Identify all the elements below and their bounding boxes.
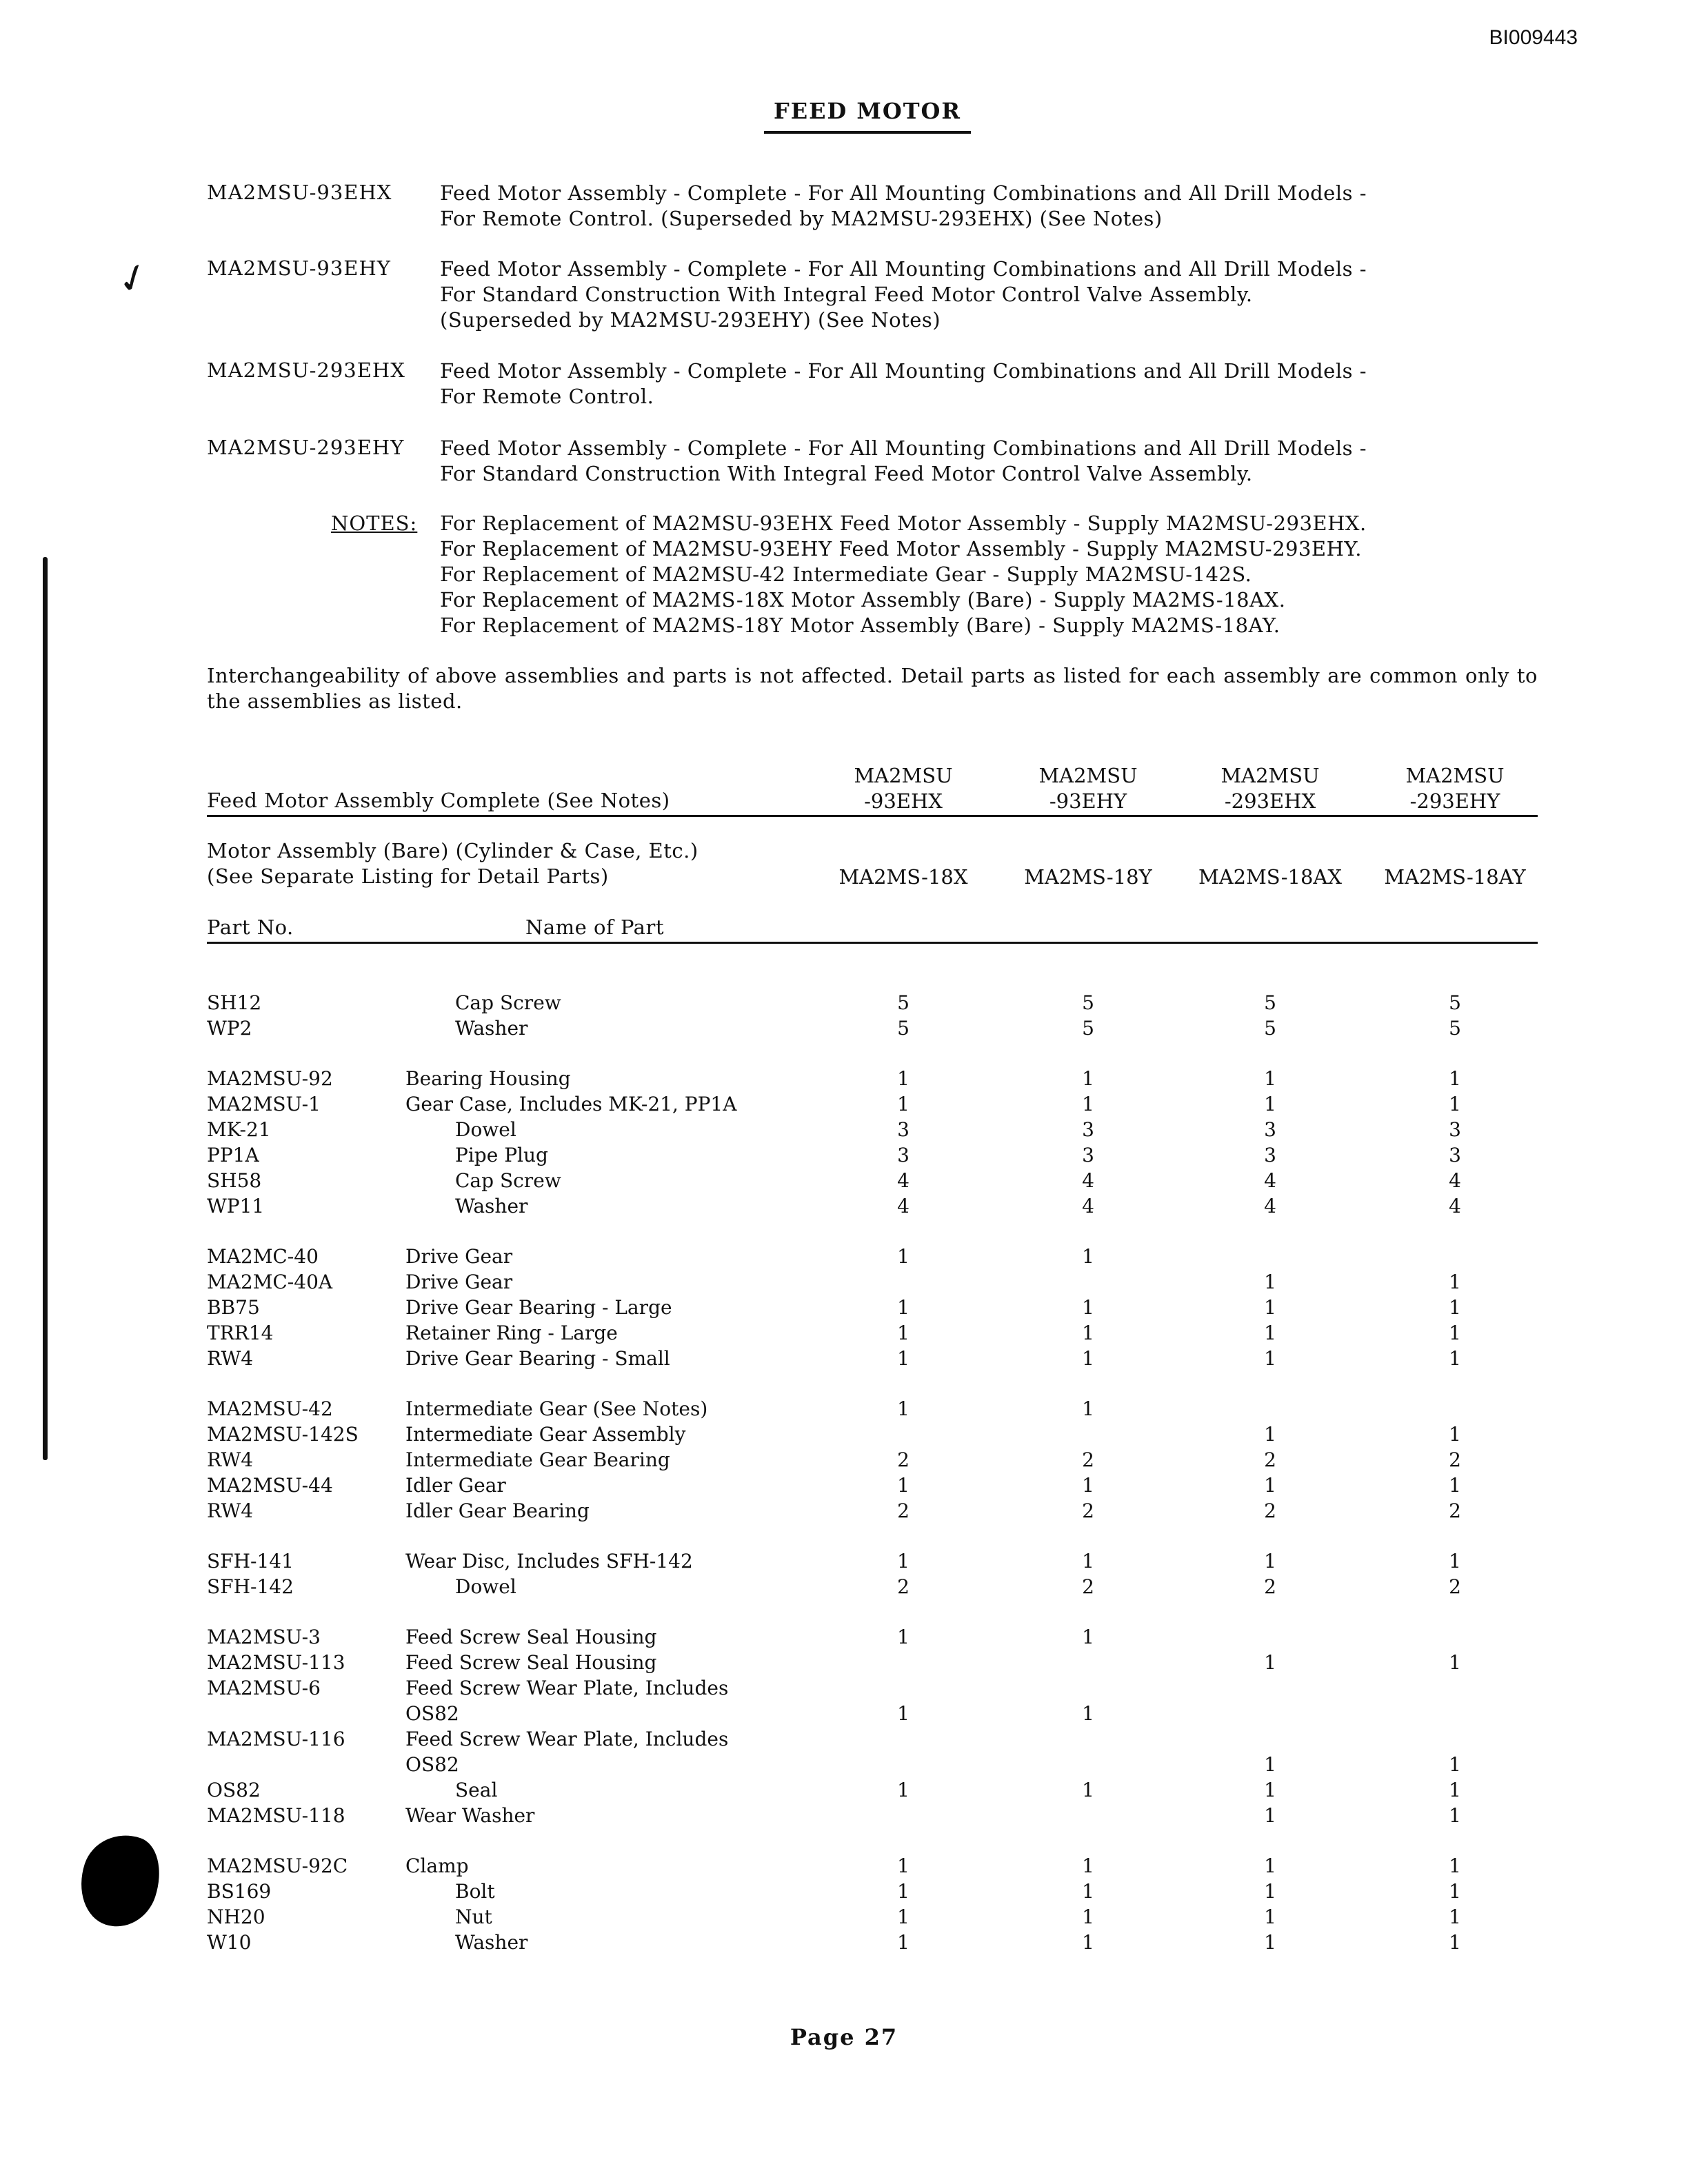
part-number-cell: MA2MSU-6 [207,1677,321,1699]
quantity-cell: 1 [897,1397,910,1420]
assembly-description-line: Feed Motor Assembly - Complete - For All Mounting Combinations and All Drill Models - [440,359,1367,383]
assembly-description-line: For Standard Construction With Integral Feed Motor Control Valve Assembly. [440,462,1253,485]
part-number-cell: TRR14 [207,1322,274,1344]
part-name-cell: Wear Disc, Includes SFH-142 [405,1550,693,1573]
column-header-line2: -93EHX [864,789,943,813]
column-motor-assembly: MA2MS-18AX [1198,865,1342,889]
motor-header-label-2: (See Separate Listing for Detail Parts) [207,865,609,888]
part-name-cell: Idler Gear [405,1474,506,1497]
quantity-cell: 1 [1082,1093,1094,1115]
quantity-cell: 1 [1264,1779,1276,1801]
part-name-cell: OS82 [405,1702,459,1725]
quantity-cell: 1 [1082,1779,1094,1801]
part-name-cell: Idler Gear Bearing [405,1499,590,1522]
part-name-cell: Intermediate Gear Assembly [405,1423,686,1446]
quantity-cell: 5 [1082,991,1094,1014]
part-number-cell: SFH-142 [207,1575,294,1598]
quantity-cell: 1 [1264,1271,1276,1293]
quantity-cell: 1 [1449,1651,1461,1674]
quantity-cell: 1 [897,1931,910,1954]
part-name-cell: Feed Screw Seal Housing [405,1626,657,1648]
quantity-cell: 4 [1264,1195,1276,1217]
quantity-cell: 1 [1264,1854,1276,1877]
part-name-cell: Gear Case, Includes MK-21, PP1A [405,1093,737,1115]
quantity-cell: 1 [1082,1296,1094,1319]
part-number-cell: MA2MSU-142S [207,1423,359,1446]
part-name-cell: Seal [455,1779,498,1801]
quantity-cell: 1 [1449,1474,1461,1497]
part-number-cell: MA2MSU-92C [207,1854,348,1877]
note-line: For Replacement of MA2MS-18Y Motor Assembly (Bare) - Supply MA2MS-18AY. [440,614,1280,637]
part-name-cell: Dowel [455,1575,516,1598]
quantity-cell: 1 [1082,1245,1094,1268]
quantity-cell: 1 [897,1779,910,1801]
column-header-line1: MA2MSU [1220,764,1320,787]
quantity-cell: 3 [1449,1118,1461,1141]
quantity-cell: 3 [1082,1118,1094,1141]
part-name-cell: Wear Washer [405,1804,535,1827]
quantity-cell: 1 [1264,1347,1276,1370]
part-name-cell: Intermediate Gear Bearing [405,1448,670,1471]
part-name-cell: Drive Gear Bearing - Small [405,1347,670,1370]
notes-label: NOTES: [331,512,418,535]
quantity-cell: 1 [1264,1905,1276,1928]
quantity-cell: 1 [1082,1550,1094,1573]
quantity-cell: 5 [1264,1017,1276,1040]
quantity-cell: 4 [897,1195,910,1217]
quantity-cell: 1 [1082,1880,1094,1903]
part-number-cell: MA2MC-40 [207,1245,319,1268]
part-name-cell: Washer [455,1017,528,1040]
quantity-cell: 4 [1449,1169,1461,1192]
name-of-part-header: Name of Part [525,916,664,939]
quantity-cell: 3 [1264,1118,1276,1141]
part-number-cell: WP2 [207,1017,252,1040]
assembly-description-line: Feed Motor Assembly - Complete - For All Mounting Combinations and All Drill Models - [440,436,1367,460]
quantity-cell: 5 [1082,1017,1094,1040]
part-name-cell: Washer [455,1195,528,1217]
quantity-cell: 1 [1449,1779,1461,1801]
part-number-cell: MA2MSU-116 [207,1728,345,1750]
quantity-cell: 2 [1264,1499,1276,1522]
assembly-part-number: MA2MSU-293EHX [207,358,405,382]
part-number-cell: W10 [207,1931,252,1954]
document-id: BI009443 [1489,26,1578,49]
part-name-cell: Bolt [455,1880,495,1903]
part-name-cell: Bearing Housing [405,1067,571,1090]
quantity-cell: 2 [1449,1575,1461,1598]
quantity-cell: 1 [1449,1931,1461,1954]
quantity-cell: 1 [1082,1626,1094,1648]
motor-header-label-1: Motor Assembly (Bare) (Cylinder & Case, Etc.) [207,839,699,862]
quantity-cell: 1 [897,1702,910,1725]
assembly-description-line: For Standard Construction With Integral Feed Motor Control Valve Assembly. [440,283,1253,306]
part-number-cell: MA2MSU-44 [207,1474,333,1497]
quantity-cell: 1 [897,1905,910,1928]
quantity-cell: 1 [1082,1067,1094,1090]
quantity-cell: 3 [1264,1144,1276,1166]
quantity-cell: 5 [1449,1017,1461,1040]
quantity-cell: 1 [897,1854,910,1877]
quantity-cell: 2 [1264,1448,1276,1471]
quantity-cell: 5 [897,991,910,1014]
part-number-cell: SH58 [207,1169,262,1192]
part-name-cell: Feed Screw Wear Plate, Includes [405,1677,729,1699]
column-header-line2: -293EHX [1224,789,1316,813]
quantity-cell: 2 [1082,1575,1094,1598]
column-header-line1: MA2MSU [1038,764,1138,787]
part-name-cell: Feed Screw Seal Housing [405,1651,657,1674]
quantity-cell: 1 [1082,1905,1094,1928]
part-name-cell: Washer [455,1931,528,1954]
assembly-description-line: Feed Motor Assembly - Complete - For All Mounting Combinations and All Drill Models - [440,181,1367,205]
quantity-cell: 1 [1082,1397,1094,1420]
title-underline [764,131,971,134]
quantity-cell: 5 [1264,991,1276,1014]
quantity-cell: 1 [1264,1804,1276,1827]
part-name-cell: Feed Screw Wear Plate, Includes [405,1728,729,1750]
part-name-cell: Drive Gear [405,1245,513,1268]
part-number-cell: MA2MSU-118 [207,1804,345,1827]
quantity-cell: 1 [1449,1804,1461,1827]
quantity-cell: 4 [1449,1195,1461,1217]
quantity-cell: 1 [1264,1067,1276,1090]
quantity-cell: 1 [1082,1347,1094,1370]
quantity-cell: 4 [1264,1169,1276,1192]
part-number-cell: BB75 [207,1296,260,1319]
part-name-cell: OS82 [405,1753,459,1776]
part-number-cell: BS169 [207,1880,272,1903]
handwritten-check-mark: ✓ [110,252,157,306]
part-name-cell: Pipe Plug [455,1144,548,1166]
quantity-cell: 1 [1264,1931,1276,1954]
quantity-cell: 1 [1264,1322,1276,1344]
part-number-cell: RW4 [207,1347,254,1370]
assembly-description-line: Feed Motor Assembly - Complete - For All Mounting Combinations and All Drill Models - [440,257,1367,281]
part-number-cell: OS82 [207,1779,261,1801]
quantity-cell: 1 [1264,1753,1276,1776]
quantity-cell: 1 [1082,1854,1094,1877]
page-number: Page 27 [790,2024,898,2050]
quantity-cell: 1 [1449,1905,1461,1928]
quantity-cell: 2 [897,1499,910,1522]
quantity-cell: 5 [1449,991,1461,1014]
part-number-cell: MA2MSU-3 [207,1626,321,1648]
part-name-cell: Retainer Ring - Large [405,1322,618,1344]
column-header-line2: -93EHY [1049,789,1127,813]
quantity-cell: 1 [897,1626,910,1648]
quantity-cell: 1 [1449,1347,1461,1370]
column-motor-assembly: MA2MS-18Y [1024,865,1152,889]
quantity-cell: 2 [1449,1448,1461,1471]
quantity-cell: 2 [1264,1575,1276,1598]
quantity-cell: 1 [1449,1854,1461,1877]
quantity-cell: 3 [897,1144,910,1166]
note-line: For Replacement of MA2MSU-93EHY Feed Motor Assembly - Supply MA2MSU-293EHY. [440,537,1363,560]
quantity-cell: 1 [1264,1474,1276,1497]
quantity-cell: 3 [897,1118,910,1141]
assembly-header-label: Feed Motor Assembly Complete (See Notes) [207,789,670,812]
page-title: FEED MOTOR [774,98,961,124]
part-name-cell: Cap Screw [455,1169,561,1192]
assembly-part-number: MA2MSU-93EHY [207,256,391,280]
assembly-description-line: For Remote Control. [440,385,654,408]
quantity-cell: 3 [1082,1144,1094,1166]
quantity-cell: 4 [897,1169,910,1192]
note-line: For Replacement of MA2MSU-42 Intermediate Gear - Supply MA2MSU-142S. [440,563,1252,586]
part-name-cell: Cap Screw [455,991,561,1014]
quantity-cell: 2 [1082,1499,1094,1522]
quantity-cell: 1 [897,1093,910,1115]
part-no-header: Part No. [207,916,294,939]
assembly-part-number: MA2MSU-93EHX [207,181,392,204]
quantity-cell: 2 [897,1575,910,1598]
part-number-cell: MA2MC-40A [207,1271,333,1293]
quantity-cell: 2 [1449,1499,1461,1522]
column-motor-assembly: MA2MS-18AY [1384,865,1526,889]
quantity-cell: 1 [897,1880,910,1903]
note-line: For Replacement of MA2MS-18X Motor Assembly (Bare) - Supply MA2MS-18AX. [440,588,1286,611]
quantity-cell: 1 [897,1296,910,1319]
quantity-cell: 1 [1449,1271,1461,1293]
quantity-cell: 1 [1264,1423,1276,1446]
column-header-line2: -293EHY [1409,789,1500,813]
part-number-cell: MA2MSU-1 [207,1093,321,1115]
quantity-cell: 1 [1264,1296,1276,1319]
quantity-cell: 1 [897,1474,910,1497]
quantity-cell: 5 [897,1017,910,1040]
scan-margin-line [43,557,48,1460]
header-rule-top [207,815,1538,817]
quantity-cell: 1 [897,1067,910,1090]
quantity-cell: 2 [1082,1448,1094,1471]
part-number-cell: MA2MSU-113 [207,1651,345,1674]
quantity-cell: 1 [1449,1880,1461,1903]
quantity-cell: 1 [1449,1550,1461,1573]
part-number-cell: MA2MSU-42 [207,1397,333,1420]
quantity-cell: 1 [1449,1753,1461,1776]
part-number-cell: SH12 [207,991,262,1014]
part-number-cell: MA2MSU-92 [207,1067,333,1090]
quantity-cell: 1 [1082,1322,1094,1344]
quantity-cell: 4 [1082,1169,1094,1192]
part-name-cell: Drive Gear [405,1271,513,1293]
quantity-cell: 1 [1264,1651,1276,1674]
assembly-description-line: For Remote Control. (Superseded by MA2MSU-293EHX) (See Notes) [440,207,1163,230]
part-number-cell: RW4 [207,1499,254,1522]
column-header-line1: MA2MSU [854,764,953,787]
quantity-cell: 1 [1264,1550,1276,1573]
header-rule-bottom [207,942,1538,944]
part-number-cell: SFH-141 [207,1550,294,1573]
quantity-cell: 1 [1449,1093,1461,1115]
part-name-cell: Clamp [405,1854,469,1877]
quantity-cell: 3 [1449,1144,1461,1166]
part-name-cell: Nut [455,1905,492,1928]
quantity-cell: 1 [897,1322,910,1344]
quantity-cell: 1 [897,1550,910,1573]
quantity-cell: 1 [1082,1702,1094,1725]
column-motor-assembly: MA2MS-18X [838,865,968,889]
part-number-cell: PP1A [207,1144,259,1166]
quantity-cell: 2 [897,1448,910,1471]
quantity-cell: 1 [1449,1296,1461,1319]
quantity-cell: 1 [1082,1474,1094,1497]
quantity-cell: 1 [1264,1880,1276,1903]
quantity-cell: 4 [1082,1195,1094,1217]
part-name-cell: Dowel [455,1118,516,1141]
interchangeability-note: Interchangeability of above assemblies and parts is not affected. Detail parts as listed for each assembly are common only to the assemblies as listed. [207,664,1538,713]
column-header-line1: MA2MSU [1405,764,1505,787]
part-number-cell: RW4 [207,1448,254,1471]
quantity-cell: 1 [897,1347,910,1370]
note-line: For Replacement of MA2MSU-93EHX Feed Motor Assembly - Supply MA2MSU-293EHX. [440,512,1367,535]
quantity-cell: 1 [1449,1067,1461,1090]
assembly-description-line: (Superseded by MA2MSU-293EHY) (See Notes) [440,308,941,332]
part-name-cell: Intermediate Gear (See Notes) [405,1397,708,1420]
assembly-part-number: MA2MSU-293EHY [207,436,405,459]
quantity-cell: 1 [1082,1931,1094,1954]
quantity-cell: 1 [1449,1322,1461,1344]
part-name-cell: Drive Gear Bearing - Large [405,1296,672,1319]
part-number-cell: MK-21 [207,1118,271,1141]
part-number-cell: WP11 [207,1195,265,1217]
quantity-cell: 1 [897,1245,910,1268]
part-number-cell: NH20 [207,1905,265,1928]
quantity-cell: 1 [1264,1093,1276,1115]
quantity-cell: 1 [1449,1423,1461,1446]
punch-hole-blot [69,1824,171,1937]
